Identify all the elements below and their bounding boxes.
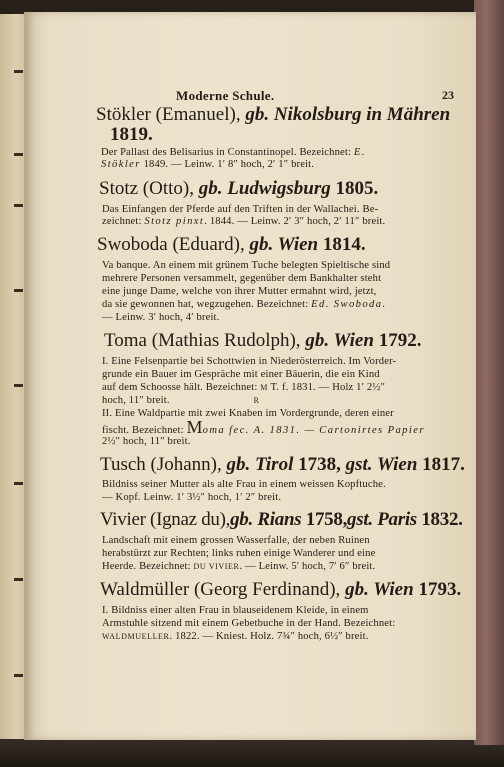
entry-line: Stökler 1849. — Leinw. 1′ 8″ hoch, 2′ 1″ breit. xyxy=(101,159,315,170)
binding-thread xyxy=(14,289,23,292)
artist-heading: Toma (Mathias Rudolph), gb. Wien 1792. xyxy=(104,330,422,351)
artist-heading: Stökler (Emanuel), gb. Nikolsburg in Mähren xyxy=(96,104,451,125)
entry-line: mehrere Personen versammelt, gegenüber dem Bankhalter steht xyxy=(102,273,382,284)
binding-thread xyxy=(14,153,23,156)
entry-line: auf dem Schoosse hält. Bezeichnet: M T. f. 1831. — Holz 1′ 2½″ xyxy=(102,382,386,393)
entry-line: Das Einfangen der Pferde auf den Triften in der Wallachei. Be- xyxy=(102,204,379,215)
artist-heading-year: 1819. xyxy=(110,124,153,145)
binding-thread xyxy=(14,204,23,207)
artist-heading: Vivier (Ignaz du),gb. Rians 1758,gst. Paris 1832. xyxy=(100,509,463,530)
entry-line: eine junge Dame, welche von ihrer Mutter ermahnt wird, jetzt, xyxy=(102,286,377,297)
entry-line: 2½″ hoch, 11″ breit. xyxy=(102,436,191,447)
binding-thread xyxy=(14,482,23,485)
entry-line: — Leinw. 3′ hoch, 4′ breit. xyxy=(102,312,220,323)
book-page xyxy=(24,12,476,740)
binding-thread xyxy=(14,70,23,73)
entry-line: I. Bildniss einer alten Frau in blauseidenem Kleide, in einem xyxy=(102,605,369,616)
entry-line: zeichnet: Stotz pinxt. 1844. — Leinw. 2′ 3″ hoch, 2′ 11″ breit. xyxy=(102,216,386,227)
artist-heading: Waldmüller (Georg Ferdinand), gb. Wien 1793. xyxy=(100,579,462,600)
entry-line: II. Eine Waldpartie mit zwei Knaben im Vordergrunde, deren einer xyxy=(102,408,394,419)
entry-line: Heerde. Bezeichnet: DU VIVIER. — Leinw. 5′ hoch, 7′ 6″ breit. xyxy=(102,561,376,572)
page-number: 23 xyxy=(442,88,454,102)
binding-thread xyxy=(14,384,23,387)
artist-heading: Swoboda (Eduard), gb. Wien 1814. xyxy=(97,234,366,255)
artist-heading: Tusch (Johann), gb. Tirol 1738, gst. Wien 1817. xyxy=(100,454,465,475)
entry-line: Der Pallast des Belisarius in Constantinopel. Bezeichnet: E. xyxy=(101,147,366,158)
book-cover-edge xyxy=(474,0,504,745)
binding-thread xyxy=(14,674,23,677)
entry-line: fischt. Bezeichnet: Moma fec. A. 1831. — Cartonirtes Papier xyxy=(102,417,425,437)
entry-line: Armstuhle sitzend mit einem Gebetbuche in der Hand. Bezeichnet: xyxy=(102,618,396,629)
entry-line: hoch, 11″ breit. R xyxy=(102,395,260,406)
running-head-title: Moderne Schule. xyxy=(176,88,275,103)
entry-line: grunde ein Bauer im Gespräche mit einer Bäuerin, die ein Kind xyxy=(102,369,380,380)
entry-line: herabstürzt zur Rechten; links ruhen einige Wanderer und eine xyxy=(102,548,376,559)
entry-line: WALDMUELLER. 1822. — Kniest. Holz. 7¾″ hoch, 6½″ breit. xyxy=(102,631,369,642)
entry-line: Bildniss seiner Mutter als alte Frau in einem weissen Kopftuche. xyxy=(102,479,386,490)
facing-page-edge xyxy=(0,14,27,739)
entry-line: I. Eine Felsenpartie bei Schottwien in Niederösterreich. Im Vorder- xyxy=(102,356,397,367)
entry-line: Va banque. An einem mit grünem Tuche belegten Spieltische sind xyxy=(102,260,391,271)
binding-thread xyxy=(14,578,23,581)
entry-line: Landschaft mit einem grossen Wasserfalle, der neben Ruinen xyxy=(102,535,370,546)
artist-heading: Stotz (Otto), gb. Ludwigsburg 1805. xyxy=(99,178,379,199)
entry-line: — Kopf. Leinw. 1′ 3½″ hoch, 1′ 2″ breit. xyxy=(102,492,282,503)
entry-line: da sie gewonnen hat, wegzugehen. Bezeichnet: Ed. Swoboda. xyxy=(102,299,387,310)
